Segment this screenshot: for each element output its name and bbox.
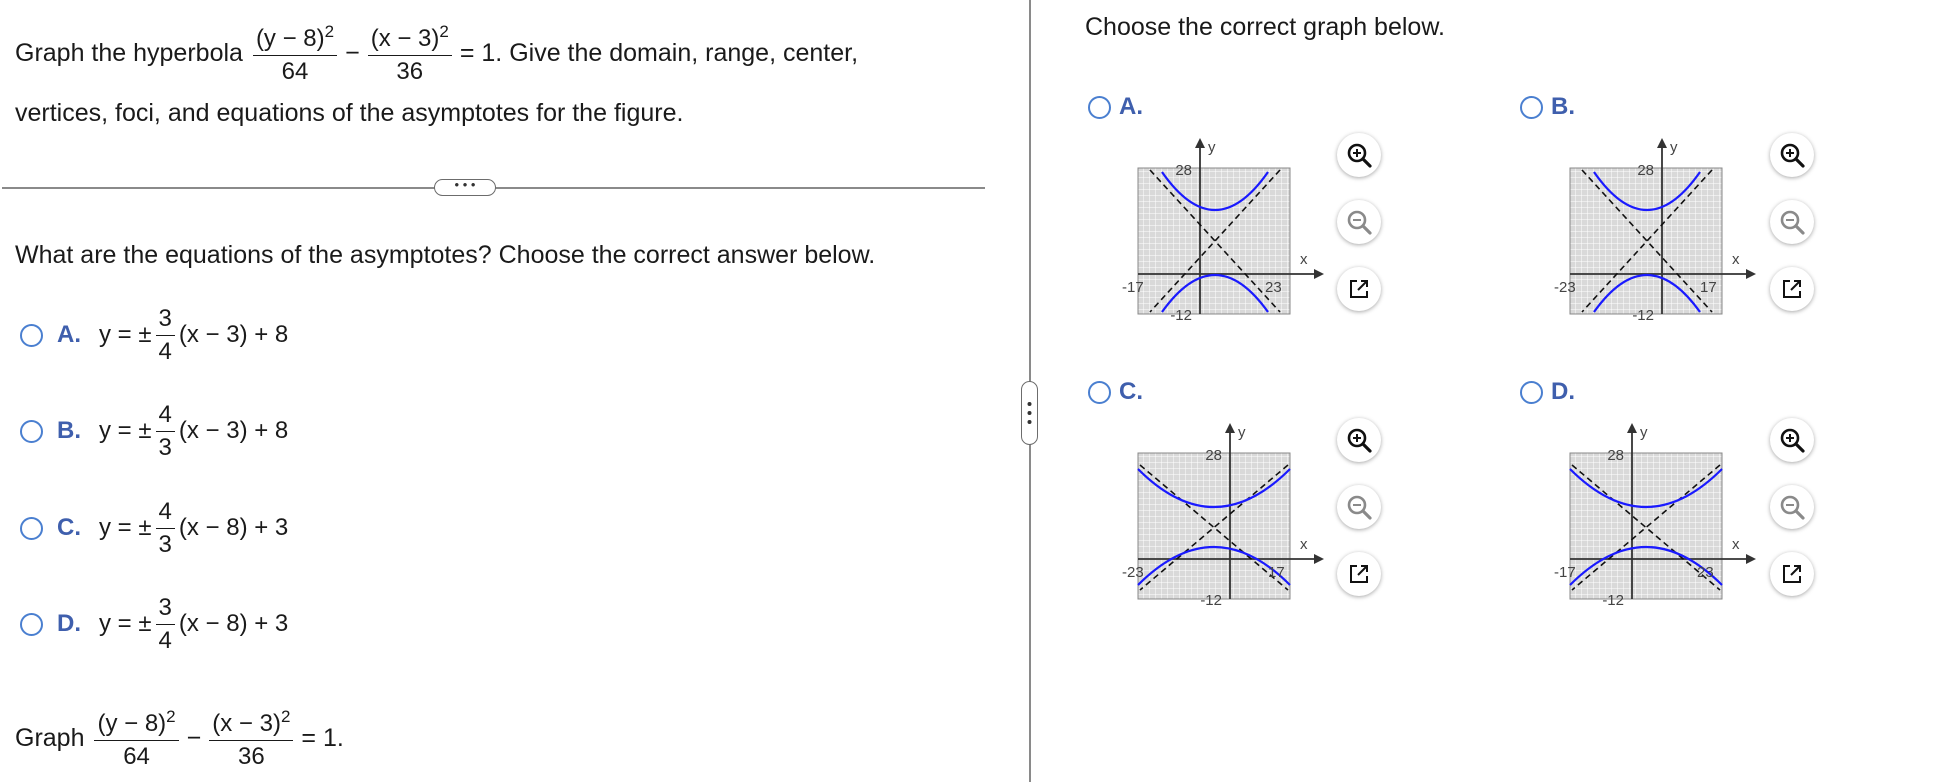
x-left-label: -23 (1554, 279, 1576, 296)
x-axis-arrow (1314, 269, 1324, 279)
option-letter: D. (57, 610, 81, 637)
expand-button[interactable]: • • • (434, 179, 496, 196)
zoom-in-icon (1346, 427, 1372, 453)
eq-right-num: (x − 3) (370, 24, 440, 52)
option-prefix: y = ± (99, 417, 152, 444)
popout-button[interactable] (1770, 552, 1814, 596)
graph-c[interactable] (1120, 415, 1330, 610)
graph-den: 64 (123, 742, 150, 770)
eq-right-den: 36 (396, 57, 424, 85)
fraction-denominator: 3 (158, 530, 172, 558)
option-suffix: (x − 8) + 3 (178, 610, 289, 637)
graph-option-b[interactable] (1520, 93, 1593, 121)
graph-a[interactable] (1120, 130, 1330, 325)
option-letter: C. (1119, 378, 1143, 405)
y-axis-label: y (1640, 424, 1648, 441)
intro-prefix: Graph the hyperbola (15, 39, 243, 67)
option-letter: A. (57, 321, 81, 348)
x-right-label: 17 (1700, 279, 1717, 296)
option-suffix: (x − 3) + 8 (178, 321, 289, 348)
zoom-out-icon (1346, 209, 1372, 235)
exponent: 2 (280, 706, 291, 726)
x-right-label: 23 (1697, 564, 1714, 581)
graph-num: (y − 8) (97, 709, 167, 737)
fraction-denominator: 4 (158, 626, 172, 654)
fraction-denominator: 3 (158, 433, 172, 461)
y-bottom-label: -12 (1200, 592, 1222, 609)
asymptote-option-c[interactable] (20, 489, 288, 567)
asymptote-prompt: What are the equations of the asymptotes? Choose the correct answer below. (15, 241, 876, 269)
exponent: 2 (439, 21, 449, 41)
graph-fraction-left (94, 708, 178, 769)
fraction-numerator: 3 (156, 596, 175, 625)
panel-resize-handle[interactable] (1021, 381, 1038, 445)
asymptote-option-d[interactable] (20, 585, 288, 663)
fraction-numerator: 4 (156, 403, 175, 432)
option-letter: A. (1119, 93, 1143, 120)
y-bottom-label: -12 (1170, 307, 1192, 324)
x-right-label: 23 (1265, 279, 1282, 296)
asymptote-option-a[interactable] (20, 296, 288, 374)
zoom-out-button[interactable] (1337, 200, 1381, 244)
y-axis-label: y (1670, 139, 1678, 156)
eq-left-den: 64 (281, 57, 309, 85)
intro-suffix: = 1. Give the domain, range, center, (459, 39, 859, 67)
option-letter: B. (57, 417, 81, 444)
x-left-label: -17 (1122, 279, 1144, 296)
asymptote-option-b[interactable] (20, 392, 288, 470)
radio-button[interactable] (1520, 96, 1543, 119)
y-top-label: 28 (1205, 447, 1222, 464)
zoom-in-button[interactable] (1337, 418, 1381, 462)
zoom-in-icon (1779, 142, 1805, 168)
y-axis-arrow (1225, 423, 1235, 433)
x-axis-label: x (1300, 251, 1308, 268)
hyperbola-question (15, 18, 858, 88)
x-axis-arrow (1746, 269, 1756, 279)
x-right-label: 17 (1268, 564, 1285, 581)
fraction-numerator: 3 (156, 307, 175, 336)
graph-num2: (x − 3) (212, 709, 281, 737)
zoom-in-button[interactable] (1770, 133, 1814, 177)
equation-fraction-left (253, 23, 337, 84)
option-suffix: (x − 8) + 3 (178, 514, 289, 541)
intro-line-2: vertices, foci, and equations of the asymptotes for the figure. (15, 99, 684, 127)
zoom-out-button[interactable] (1770, 485, 1814, 529)
popout-icon (1347, 562, 1371, 586)
option-fraction (156, 304, 175, 365)
graph-prompt-suffix: = 1. (301, 724, 344, 752)
zoom-out-icon (1346, 494, 1372, 520)
y-axis-label: y (1238, 424, 1246, 441)
x-left-label: -17 (1554, 564, 1576, 581)
y-axis-arrow (1657, 138, 1667, 148)
graph-den2: 36 (237, 742, 265, 770)
graph-prompt (15, 700, 344, 776)
option-letter: C. (57, 514, 81, 541)
option-letter: D. (1551, 378, 1575, 405)
radio-button[interactable] (20, 613, 43, 636)
popout-icon (1780, 277, 1804, 301)
popout-icon (1347, 277, 1371, 301)
zoom-out-icon (1779, 209, 1805, 235)
popout-button[interactable] (1337, 552, 1381, 596)
x-axis-arrow (1314, 554, 1324, 564)
y-axis-arrow (1627, 423, 1637, 433)
option-fraction (156, 497, 175, 558)
radio-button[interactable] (20, 420, 43, 443)
graph-option-c[interactable] (1088, 378, 1161, 406)
zoom-in-icon (1346, 142, 1372, 168)
x-axis-label: x (1300, 536, 1308, 553)
radio-button[interactable] (20, 517, 43, 540)
y-axis-arrow (1195, 138, 1205, 148)
equation-fraction-right (368, 23, 452, 84)
x-left-label: -23 (1122, 564, 1144, 581)
zoom-out-button[interactable] (1770, 200, 1814, 244)
right-panel-title: Choose the correct graph below. (1085, 13, 1445, 41)
y-top-label: 28 (1637, 162, 1654, 179)
exponent: 2 (166, 706, 176, 726)
x-axis-arrow (1746, 554, 1756, 564)
fraction-denominator: 4 (158, 337, 172, 365)
option-fraction (156, 400, 175, 461)
y-top-label: 28 (1607, 447, 1624, 464)
x-axis-label: x (1732, 536, 1740, 553)
option-fraction (156, 593, 175, 654)
zoom-in-icon (1779, 427, 1805, 453)
graph-d[interactable] (1552, 415, 1762, 610)
graph-option-a[interactable] (1088, 93, 1161, 121)
graph-fraction-right (209, 708, 293, 769)
option-suffix: (x − 3) + 8 (178, 417, 289, 444)
option-prefix: y = ± (99, 610, 152, 637)
zoom-out-icon (1779, 494, 1805, 520)
minus-sign: − (345, 39, 360, 67)
y-bottom-label: -12 (1632, 307, 1654, 324)
x-axis-label: x (1732, 251, 1740, 268)
popout-button[interactable] (1337, 267, 1381, 311)
graph-b[interactable] (1552, 130, 1762, 325)
popout-icon (1780, 562, 1804, 586)
radio-button[interactable] (1088, 96, 1111, 119)
eq-left-num: (y − 8) (255, 24, 325, 52)
option-prefix: y = ± (99, 321, 152, 348)
graph-prompt-prefix: Graph (15, 724, 85, 752)
zoom-in-button[interactable] (1337, 133, 1381, 177)
y-axis-label: y (1208, 139, 1216, 156)
radio-button[interactable] (20, 324, 43, 347)
minus-sign: − (186, 724, 202, 752)
radio-button[interactable] (1088, 381, 1111, 404)
graph-option-d[interactable] (1520, 378, 1593, 406)
radio-button[interactable] (1520, 381, 1543, 404)
fraction-numerator: 4 (156, 500, 175, 529)
option-letter: B. (1551, 93, 1575, 120)
vertical-dots-icon (1027, 400, 1032, 426)
exponent: 2 (324, 21, 335, 41)
popout-button[interactable] (1770, 267, 1814, 311)
zoom-out-button[interactable] (1337, 485, 1381, 529)
y-top-label: 28 (1175, 162, 1192, 179)
zoom-in-button[interactable] (1770, 418, 1814, 462)
y-bottom-label: -12 (1602, 592, 1624, 609)
option-prefix: y = ± (99, 514, 152, 541)
